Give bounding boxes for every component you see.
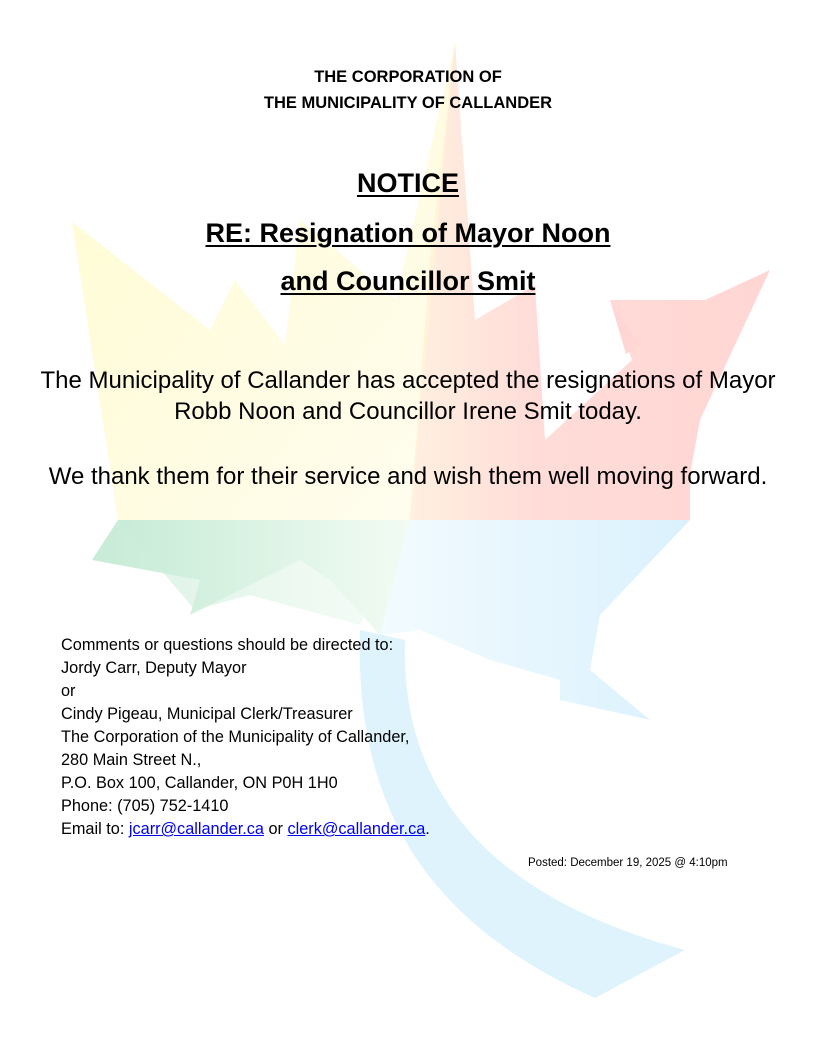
thanks-paragraph: We thank them for their service and wish them well moving forward. [48, 463, 768, 490]
contact-po-box: P.O. Box 100, Callander, ON P0H 1H0 [61, 774, 338, 792]
contact-street: 280 Main Street N., [61, 751, 202, 769]
contact-block [61, 634, 430, 841]
email-link-jcarr[interactable]: jcarr@callander.ca [128, 820, 264, 838]
contact-deputy-mayor: Jordy Carr, Deputy Mayor [61, 659, 247, 677]
email-suffix: . [425, 820, 430, 838]
contact-email-line [61, 818, 430, 841]
contact-intro: Comments or questions should be directed to: [61, 636, 394, 654]
email-link-clerk[interactable]: clerk@callander.ca [287, 820, 426, 838]
contact-separator: or [61, 682, 76, 700]
notice-subject-line-2: and Councillor Smit [280, 266, 536, 296]
contact-phone: Phone: (705) 752-1410 [61, 797, 229, 815]
email-or: or [263, 820, 288, 838]
posted-timestamp: Posted: December 19, 2025 @ 4:10pm [528, 857, 728, 869]
notice-subject-line-1: RE: Resignation of Mayor Noon [205, 218, 611, 248]
header-line-1: THE CORPORATION OF [314, 68, 502, 86]
resignation-paragraph: The Municipality of Callander has accepted the resignations of Mayor Robb Noon and Councillor Irene Smit today. [40, 367, 776, 425]
email-prefix: Email to: [61, 820, 129, 838]
contact-clerk: Cindy Pigeau, Municipal Clerk/Treasurer [61, 705, 353, 723]
header-line-2: THE MUNICIPALITY OF CALLANDER [263, 94, 553, 112]
notice-title: NOTICE [356, 168, 459, 198]
contact-organization: The Corporation of the Municipality of Callander, [61, 728, 410, 746]
organization-header [0, 64, 816, 116]
